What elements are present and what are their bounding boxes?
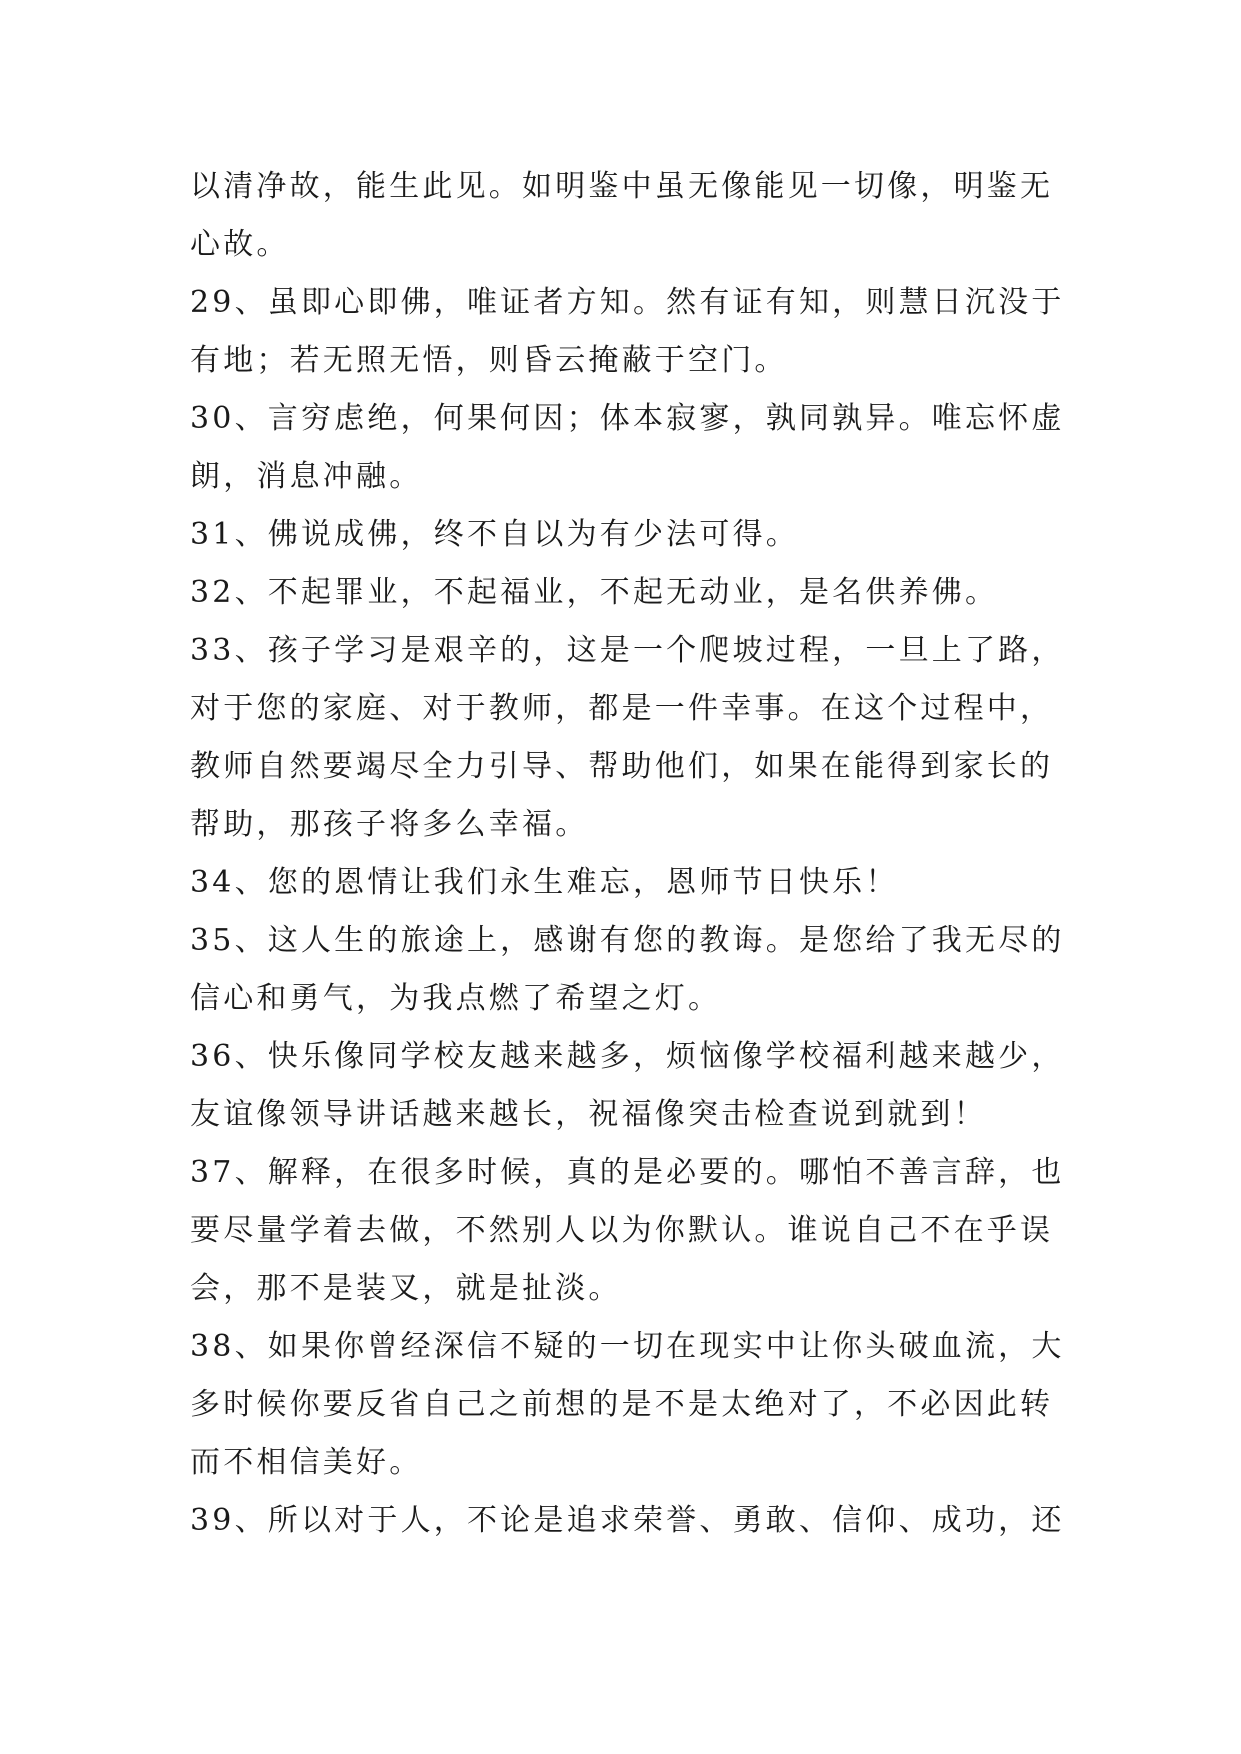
text-line: 会，那不是装叉，就是扯淡。 xyxy=(190,1271,622,1306)
text-line: 36、快乐像同学校友越来越多，烦恼像学校福利越来越少， xyxy=(190,1039,1065,1074)
text-line: 39、所以对于人，不论是追求荣誉、勇敢、信仰、成功，还 xyxy=(190,1503,1065,1538)
text-line: 31、佛说成佛，终不自以为有少法可得。 xyxy=(190,517,799,552)
text-line: 心故。 xyxy=(190,227,290,262)
document-body xyxy=(190,158,1070,1550)
text-line: 友谊像领导讲话越来越长，祝福像突击检查说到就到！ xyxy=(190,1097,987,1132)
text-line: 33、孩子学习是艰辛的，这是一个爬坡过程，一旦上了路， xyxy=(190,633,1065,668)
text-line: 朗，消息冲融。 xyxy=(190,459,423,494)
text-line: 多时候你要反省自己之前想的是不是太绝对了，不必因此转 xyxy=(190,1387,1054,1422)
text-line: 29、虽即心即佛，唯证者方知。然有证有知，则慧日沉没于 xyxy=(190,285,1065,320)
text-line: 信心和勇气，为我点燃了希望之灯。 xyxy=(190,981,722,1016)
text-line: 对于您的家庭、对于教师，都是一件幸事。在这个过程中， xyxy=(190,691,1054,726)
text-line: 35、这人生的旅途上，感谢有您的教诲。是您给了我无尽的 xyxy=(190,923,1065,958)
text-line: 37、解释，在很多时候，真的是必要的。哪怕不善言辞，也 xyxy=(190,1155,1065,1190)
text-line: 有地；若无照无悟，则昏云掩蔽于空门。 xyxy=(190,343,788,378)
text-line: 帮助，那孩子将多么幸福。 xyxy=(190,807,589,842)
text-line: 而不相信美好。 xyxy=(190,1445,423,1480)
text-line: 34、您的恩情让我们永生难忘，恩师节日快乐！ xyxy=(190,865,899,900)
text-line: 38、如果你曾经深信不疑的一切在现实中让你头破血流，大 xyxy=(190,1329,1065,1364)
text-line: 30、言穷虑绝，何果何因；体本寂寥，孰同孰异。唯忘怀虚 xyxy=(190,401,1065,436)
text-line: 要尽量学着去做，不然别人以为你默认。谁说自己不在乎误 xyxy=(190,1213,1054,1248)
text-line: 教师自然要竭尽全力引导、帮助他们，如果在能得到家长的 xyxy=(190,749,1054,784)
text-line: 32、不起罪业，不起福业，不起无动业，是名供养佛。 xyxy=(190,575,999,610)
text-line: 以清净故，能生此见。如明鉴中虽无像能见一切像，明鉴无 xyxy=(190,169,1054,204)
